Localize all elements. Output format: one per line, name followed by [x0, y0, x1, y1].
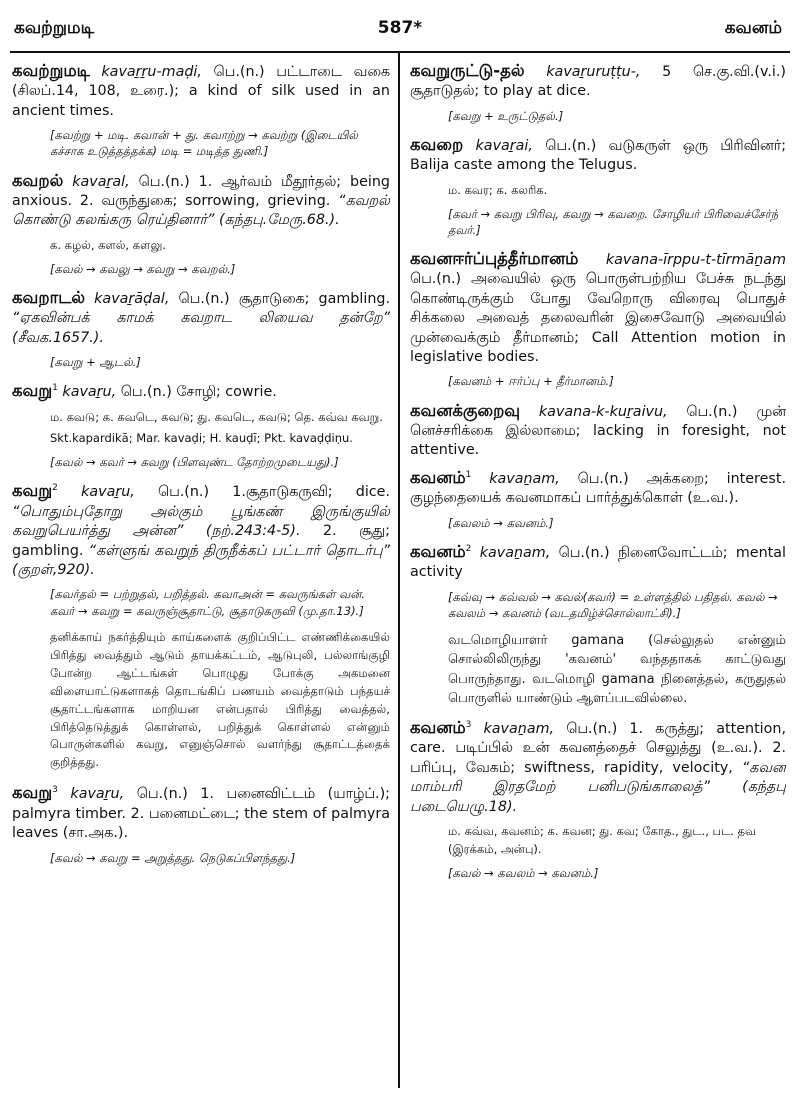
entry-kavaru-3	[12, 782, 390, 865]
entry-text	[12, 782, 390, 843]
entry-kavaru-2	[12, 480, 390, 772]
entry-kavarai	[410, 134, 786, 238]
entry-text	[410, 467, 786, 509]
headword: கவறை	[410, 134, 464, 154]
entry-kavaru-1	[12, 380, 390, 470]
transliteration: kavaṟu,	[62, 384, 117, 401]
headword: கவறாடல்	[12, 287, 86, 307]
transliteration: kavaṉam,	[489, 470, 560, 487]
definition: பெ.(n.) பட்டாடை வகை (சிலப்.14, 108, உரை.); a kind of silk used in an ancient times.	[12, 64, 390, 119]
headword: கவனம்	[410, 717, 466, 737]
entry-kavanam-1	[410, 467, 786, 531]
definition: பெ.(n.) நினைவோட்டம்; mental activity	[410, 544, 786, 581]
entry-kavaral	[12, 170, 390, 277]
page-header	[10, 8, 790, 48]
definition: பெ.(n.) சூதாடுகை; gambling.	[169, 290, 390, 307]
transliteration: kavaṉam,	[479, 544, 551, 561]
explanatory-note: தனிக்காய் நகர்த்தியும் காய்களைக் குறிப்பிட்ட எண்ணிக்கையில் பிரித்து வைத்தும் ஆடும் தாயக்கட்டம், ஆடுபுலி, பல்லாங்குழி போன்ற ஆட்டங்கள் பொழுது போக்கு அகமனை விளையாட்டுகளாகத் தொடங்கிப் பணயம் வைத்தாடும் பந்தயச் சூதாட்டங்களாக மாறியன என்பதால் பிரித்து வைத்தல், பிரித்தெடுத்துக் கொள்ளல், பறித்துக் கொள்ளல் என்னும் பொருள்களில் கவறு, எனுஞ்சொல் வளர்ந்து சூதாட்டத்தைக் குறித்தது.	[50, 629, 390, 770]
entry-text	[410, 60, 786, 102]
etymology: [கவற்று + மடி. கவான் + து. கவாற்று → கவற்று (இடையில் கச்சாக உடுத்தத்தக்க) மடி = மடித்த துணி.]	[50, 128, 358, 159]
headword: கவறு	[12, 481, 53, 501]
entry-text	[12, 287, 390, 348]
headword: கவனக்குறைவு	[410, 400, 521, 420]
citation: “ஏகவின்பக் காமக் கவறாட லியைவ தன்றே” (சீவக.1657.).	[12, 310, 390, 346]
entry-kavana-k-kuraivu	[410, 400, 786, 461]
headword: கவறுருட்டு-தல்	[410, 61, 525, 80]
entry-text	[12, 380, 390, 402]
citation: “பொதும்புதோறு அல்கும் பூங்கண் இருங்குயில் கவறுபெயர்த்து அன்ன” (நற்.243:4-5).	[12, 503, 390, 540]
etymology: [கவர்தல் = பற்றுதல், பறித்தல். கவாஅன் = கவருங்கள் வன். கவர் → கவறு = கவருஞ்சூதாட்டு, சூதாடுகருவி (மு.தா.13).]	[50, 587, 366, 618]
definition: பெ.(n.) அக்கறை; interest. குழந்தையைக் கவனமாகப் பார்த்துக்கொள் (உ.வ.).	[410, 470, 786, 507]
headword: கவனம்	[410, 541, 466, 561]
entry-kavarrumadi	[12, 60, 390, 160]
etymology: [கவறு + ஆடல்.]	[50, 355, 141, 370]
column-divider	[398, 51, 400, 1088]
entry-text	[410, 134, 786, 176]
definition: பெ.(n.) 1. ஆர்வம் மீதூர்தல்; being anxious. 2. வருந்துகை; sorrowing, grieving.	[12, 173, 390, 209]
headword: கவறல்	[12, 170, 64, 190]
right-column	[410, 60, 786, 1090]
transliteration: kavaṟal,	[72, 173, 130, 190]
page-number: 587*	[377, 18, 423, 38]
definition: பெ.(n.) முன் னெச்சரிக்கை இல்லாமை; lacking in foresight, not attentive.	[410, 403, 786, 459]
citation-2: “கள்ளுங் கவறுந் திருநீக்கப் பட்டார் தொடர்பு” (குறள்,920).	[12, 542, 390, 579]
entry-text	[410, 248, 786, 368]
transliteration: kavana-k-kuṟaivu,	[538, 403, 668, 420]
definition: பெ.(n.) 1. கருத்து; attention, care. படிப்பில் உன் கவனத்தைச் செலுத்து (உ.வ.). 2. பரிப்பு, வேகம்; swiftness, rapidity, velocity,	[410, 720, 786, 776]
entry-text	[12, 60, 390, 121]
definition: 5 செ.கு.வி.(v.i.) சூதாடுதல்; to play at dice.	[410, 64, 786, 100]
entry-kavaruruttu	[410, 60, 786, 124]
etymology: [கவல் → கவறு = அறுத்தது. நெடுகப்பிளந்தது.]	[50, 850, 296, 865]
definition-2: 2. சூது; gambling.	[12, 523, 390, 559]
transliteration: kavaṟāḍal,	[94, 290, 170, 307]
etymology: [கவல் → கவலு → கவறு → கவறல்.]	[50, 261, 236, 276]
transliteration: kavaṟu,	[70, 786, 125, 803]
entry-kavanam-2	[410, 541, 786, 709]
transliteration: kavaṉam,	[483, 720, 555, 737]
etymology: [கவல் → கவர் → கவறு (பிளவுண்ட தோற்றமுடையது).]	[50, 455, 339, 470]
etymology: [கவல் → கவலம் → கவனம்.]	[448, 865, 599, 880]
homonym-number: 1	[52, 383, 58, 394]
headword: கவறு	[12, 381, 53, 401]
homonym-number: 2	[52, 483, 58, 494]
entry-text	[410, 541, 786, 583]
headword: கவனஈர்ப்புத்தீர்மானம்	[410, 248, 579, 268]
entry-kavanam-3	[410, 717, 786, 881]
entry-kavaradal	[12, 287, 390, 370]
etymology: [கவ்வு → கவ்வல் → கவல்(கவர்) = உள்ளத்தில் பதிதல். கவல் → கவலம் → கவனம் (வடதமிழ்ச்சொல்லாட்சி).]	[448, 589, 778, 620]
cognates-indo-aryan: Skt.kapardikā; Mar. kavaḍi; H. kauḍī; Pkt. kavaḍḍiṇu.	[50, 431, 353, 446]
definition: பெ.(n.) 1.சூதாடுகருவி; dice.	[134, 484, 390, 501]
homonym-number: 2	[465, 544, 472, 555]
transliteration: kavaṟuruṭṭu-,	[546, 64, 641, 80]
cognates: க. கழல், களல், களலு.	[50, 237, 166, 252]
etymology: [கவறு + உருட்டுதல்.]	[448, 108, 564, 123]
entry-kavana-irppu-t-tirmanam	[410, 248, 786, 390]
definition: பெ.(n.) அவையில் ஒரு பொருள்பற்றிய பேச்சு நடந்து கொண்டிருக்கும் போது வேறொரு விரைவு பொதுச் சிக்கலை அவைத் தலைவரின் இசைவோடு அவையில் முன்வைக்கும் தீர்மானம்; Call Attention motion in legislative bodies.	[410, 271, 786, 366]
header-rule	[10, 51, 790, 53]
entry-text	[12, 480, 390, 580]
explanatory-note: வடமொழியாளர் gamana (செல்லுதல் என்னும் சொல்லிலிருந்து 'கவனம்' வந்ததாகக் காட்டுவது பொருந்தாது. வடமொழி gamana நினைத்தல், கருதுதல் பொருளில் யாண்டும் ஆளப்படவில்லை.	[448, 632, 786, 707]
transliteration: kavaṟai,	[475, 137, 533, 154]
guide-word-left: கவற்றுமடி	[14, 18, 95, 38]
cognates: ம. கவர; க. கலரிக.	[448, 182, 548, 197]
entry-text	[12, 170, 390, 231]
entry-text	[410, 717, 786, 817]
transliteration: kavana-īrppu-t-tīrmāṉam	[605, 251, 786, 268]
etymology: [கவனம் + ஈர்ப்பு + தீர்மானம்.]	[448, 374, 614, 389]
entry-text	[410, 400, 786, 461]
homonym-number: 3	[465, 720, 472, 731]
cognates: ம. கவ்வ, கவனம்; க. கவன; து. கவ; கோத., துட., பட. தவ (இரக்கம், அன்பு).	[448, 824, 757, 856]
headword: கவற்றுமடி	[12, 61, 90, 80]
cognates-dravidian: ம. கவடு; க. கவடெ, கவடு; து. கவடெ, கவடு; தெ. கவ்வ கவறு.	[50, 409, 383, 424]
transliteration: kavaṟṟu-maḍi,	[101, 64, 202, 80]
citation: “கவறல் கொண்டு கலங்கரு ரெய்தினார்” (கந்தபு.மேரு.68.).	[12, 192, 390, 229]
transliteration: kavaṟu,	[81, 484, 135, 501]
homonym-number: 1	[465, 470, 472, 481]
left-column	[12, 60, 390, 1090]
guide-word-right: கவனம்	[724, 18, 782, 38]
etymology: [கவர் → கவறு பிரிவு, கவறு → கவறை. சோழியர் பிரிவைச்சேர்ந் தவர்.]	[448, 206, 779, 237]
homonym-number: 3	[52, 785, 58, 796]
definition: பெ.(n.) 1. பனைவிட்டம் (யாழ்ப்.); palmyra timber. 2. பனைமட்டை; the stem of palmyra leaves (சா.அக.).	[12, 786, 390, 842]
headword: கவறு	[12, 783, 53, 803]
citation: “கவன மாம்பரி இரதமேற் பனிபடுங்காலைத்” (கந்தபு படையெழு.18).	[410, 759, 786, 815]
headword: கவனம்	[410, 467, 466, 487]
definition: பெ.(n.) வடுகருள் ஒரு பிரிவினர்; Balija caste among the Telugus.	[410, 137, 786, 174]
definition: பெ.(n.) சோழி; cowrie.	[116, 384, 277, 401]
etymology: [கவலம் → கவனம்.]	[448, 515, 554, 530]
